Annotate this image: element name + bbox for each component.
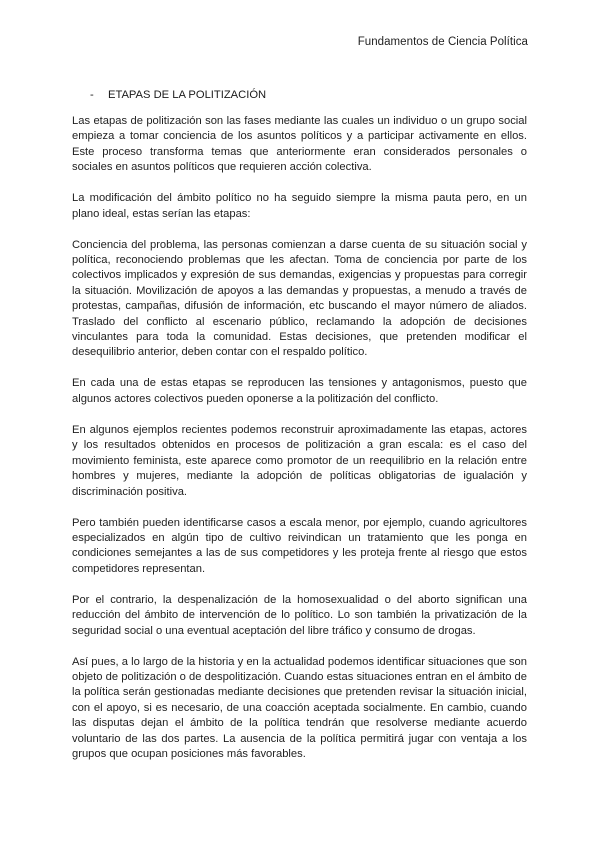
paragraph: La modificación del ámbito político no ha seguido siempre la misma pauta pero, en un plano ideal, estas serían las etapas: xyxy=(72,192,527,220)
heading-text: ETAPAS DE LA POLITIZACIÓN xyxy=(108,89,267,101)
running-header: Fundamentos de Ciencia Política xyxy=(357,36,528,48)
paragraph: Conciencia del problema, las personas comienzan a darse cuenta de su situación social y política, reconociendo problemas que les afectan. Toma de conciencia por parte de los colectivos implicados y expresión de sus demandas, exigencias y propuestas para corregir la situación. Movilización de apoyos a las demandas y propuestas, a menudo a través de protestas, campañas, difusión de información, etc buscando el mayor número de aliados. Traslado del conflicto al escenario público, reclamando la adopción de decisiones vinculantes para toda la comunidad. Estas decisiones, que pretenden modificar el desequilibrio anterior, deben contar con el respaldo político. xyxy=(72,238,527,359)
body-text xyxy=(72,114,527,778)
section-heading xyxy=(90,89,266,101)
paragraph: Las etapas de politización son las fases mediante las cuales un individuo o un grupo social empieza a tomar conciencia de los asuntos políticos y a participar activamente en ellos. Este proceso transforma temas que anteriormente eran considerados personales o sociales en asuntos políticos que requieren acción colectiva. xyxy=(72,115,527,174)
paragraph: Pero también pueden identificarse casos a escala menor, por ejemplo, cuando agricultores especializados en algún tipo de cultivo reivindican un tratamiento que les ponga en condiciones semejantes a las de sus competidores y les proteja frente al riesgo que estos competidores representan. xyxy=(72,516,527,575)
paragraph: En cada una de estas etapas se reproducen las tensiones y antagonismos, puesto que algunos actores colectivos pueden oponerse a la politización del conflicto. xyxy=(72,377,527,405)
paragraph: Por el contrario, la despenalización de la homosexualidad o del aborto significan una reducción del ámbito de intervención de lo político. Lo son también la privatización de la seguridad social o una eventual aceptación del libre tráfico y consumo de drogas. xyxy=(72,593,527,637)
paragraph: En algunos ejemplos recientes podemos reconstruir aproximadamente las etapas, actores y los resultados obtenidos en procesos de politización a gran escala: es el caso del movimiento feminista, este aparece como promotor de un reequilibrio en la relación entre hombres y mujeres, mediante la adopción de políticas obligatorias de igualación y discriminación positiva. xyxy=(72,423,527,498)
paragraph: Así pues, a lo largo de la historia y en la actualidad podemos identificar situaciones que son objeto de politización o de despolitización. Cuando estas situaciones entran en el ámbito de la política serán gestionadas mediante decisiones que pretenden revisar la situación inicial, con el apoyo, si es necesario, de una coacción aceptada socialmente. En cambio, cuando las disputas dejan el ámbito de la política tendrán que resolverse mediante acuerdo voluntario de las dos partes. La ausencia de la política permitirá jugar con ventaja a los grupos que ocupan posiciones más favorables. xyxy=(72,655,527,760)
heading-bullet: - xyxy=(90,89,94,101)
